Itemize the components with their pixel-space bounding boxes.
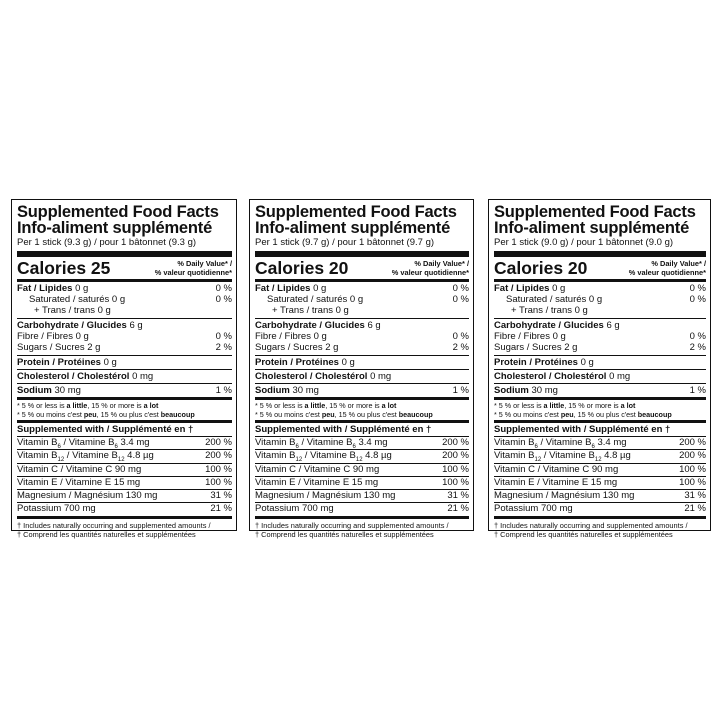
- sodium-amount: 30 mg: [292, 385, 319, 396]
- fibre-dv: 0 %: [689, 331, 706, 342]
- trans-label: + Trans / trans 0 g: [511, 305, 588, 316]
- sugars-row: [255, 342, 469, 353]
- cholesterol-label: Cholesterol / Cholestérol: [494, 371, 607, 382]
- vitamin-row: Vitamin E / Vitamine E 15 mg 100 %: [255, 477, 469, 490]
- sodium-row: [17, 383, 232, 400]
- sodium-dv: 1 %: [452, 385, 469, 396]
- saturated-row: [17, 294, 232, 305]
- dv-header-fr: % valeur quotidienne*: [154, 268, 232, 277]
- sugars-row: [494, 342, 706, 353]
- sodium-row: [255, 383, 469, 400]
- vitamin-row: Vitamin C / Vitamine C 90 mg 100 %: [494, 464, 706, 477]
- sugars-dv: 2 %: [689, 342, 706, 353]
- vitamin-row: Vitamin $B_{12}$ / Vitamine $B_{12}$ 4.8 µg 200 %: [494, 450, 706, 464]
- vitamin-row: Vitamin $B_6$ / Vitamine $B_6$ 3.4 mg 200 %: [494, 437, 706, 450]
- vitamin-row: Vitamin C / Vitamine C 90 mg 100 %: [255, 464, 469, 477]
- dagger-footnote-fr: † Comprend les quantités naturelles et supplémentées: [17, 529, 196, 539]
- cholesterol-row: [255, 369, 469, 383]
- vitamin-row: Vitamin $B_6$ / Vitamine $B_6$ 3.4 mg 200 %: [255, 437, 469, 450]
- calories-row: [17, 257, 232, 282]
- cholesterol-amount: 0 mg: [370, 371, 392, 382]
- saturated-dv: 0 %: [452, 294, 469, 305]
- fat-dv: 0 %: [452, 283, 469, 294]
- fibre-dv: 0 %: [452, 331, 469, 342]
- sodium-dv: 1 %: [689, 385, 706, 396]
- sugars-dv: 2 %: [215, 342, 232, 353]
- carb-group: [494, 318, 706, 355]
- protein-row: [494, 355, 706, 369]
- saturated-label: Saturated / saturés 0 g: [506, 294, 603, 305]
- daily-value-header: [392, 259, 469, 277]
- dagger-footnote: [255, 519, 469, 539]
- fat-row: [17, 283, 232, 294]
- vitamin-row: Vitamin $B_{12}$ / Vitamine $B_{12}$ 4.8 µg 200 %: [255, 450, 469, 464]
- dagger-footnote-en: † Includes naturally occurring and supplemented amounts /: [255, 520, 449, 530]
- mineral-row: Magnesium / Magnésium 130 mg 31 %: [255, 490, 469, 503]
- fibre-row: [494, 331, 706, 342]
- saturated-row: [494, 294, 706, 305]
- trans-row: [255, 305, 469, 316]
- trans-row: [494, 305, 706, 316]
- carb-group: [17, 318, 232, 355]
- vitamin-row: Vitamin $B_6$ / Vitamine $B_6$ 3.4 mg 200 %: [17, 437, 232, 450]
- dv-footnote: [494, 400, 706, 423]
- sugars-dv: 2 %: [452, 342, 469, 353]
- sodium-label: Sodium: [255, 385, 290, 396]
- fibre-label: Fibre / Fibres 0 g: [494, 331, 566, 342]
- protein-amount: 0 g: [580, 357, 594, 368]
- dagger-footnote-en: † Includes naturally occurring and supplemented amounts /: [17, 520, 211, 530]
- fibre-label: Fibre / Fibres 0 g: [255, 331, 327, 342]
- fibre-row: [17, 331, 232, 342]
- fat-amount: 0 g: [552, 283, 566, 294]
- mineral-row: Potassium 700 mg 21 %: [255, 503, 469, 518]
- dagger-footnote: [17, 519, 232, 539]
- cholesterol-label: Cholesterol / Cholestérol: [17, 371, 130, 382]
- saturated-dv: 0 %: [689, 294, 706, 305]
- title-en: Supplemented Food Facts: [494, 203, 696, 221]
- fibre-label: Fibre / Fibres 0 g: [17, 331, 89, 342]
- dagger-footnote-fr: † Comprend les quantités naturelles et supplémentées: [255, 529, 434, 539]
- calories-row: [494, 257, 706, 282]
- saturated-label: Saturated / saturés 0 g: [267, 294, 364, 305]
- trans-label: + Trans / trans 0 g: [272, 305, 349, 316]
- protein-amount: 0 g: [341, 357, 355, 368]
- supplemented-header: Supplemented with / Supplémenté en †: [494, 423, 706, 437]
- carb-row: [255, 320, 469, 331]
- dv-header-en: % Daily Value* /: [651, 259, 706, 268]
- carb-amount: 6 g: [606, 320, 620, 331]
- dv-footnote: [255, 400, 469, 423]
- dv-header-en: % Daily Value* /: [177, 259, 232, 268]
- sugars-label: Sugars / Sucres 2 g: [494, 342, 578, 353]
- cholesterol-amount: 0 mg: [132, 371, 154, 382]
- sodium-amount: 30 mg: [54, 385, 81, 396]
- saturated-label: Saturated / saturés 0 g: [29, 294, 126, 305]
- dv-header-fr: % valeur quotidienne*: [628, 268, 706, 277]
- dv-footnote-fr: * 5 % ou moins c'est peu, 15 % ou plus c'est beaucoup: [494, 410, 672, 419]
- carb-row: [17, 320, 232, 331]
- sugars-row: [17, 342, 232, 353]
- dv-footnote-fr: * 5 % ou moins c'est peu, 15 % ou plus c'est beaucoup: [255, 410, 433, 419]
- carb-row: [494, 320, 706, 331]
- fibre-row: [255, 331, 469, 342]
- vitamin-row: Vitamin E / Vitamine E 15 mg 100 %: [17, 477, 232, 490]
- sodium-label: Sodium: [494, 385, 529, 396]
- protein-label: Protein / Protéines: [494, 357, 578, 368]
- dagger-footnote-fr: † Comprend les quantités naturelles et supplémentées: [494, 529, 673, 539]
- title-fr: Info-aliment supplémenté: [255, 219, 451, 237]
- carb-amount: 6 g: [129, 320, 143, 331]
- dv-footnote: [17, 400, 232, 423]
- dv-footnote-fr: * 5 % ou moins c'est peu, 15 % ou plus c'est beaucoup: [17, 410, 195, 419]
- fat-label: Fat / Lipides: [255, 283, 311, 294]
- carb-label: Carbohydrate / Glucides: [494, 320, 604, 331]
- cholesterol-row: [494, 369, 706, 383]
- trans-row: [17, 305, 232, 316]
- supplemented-header: Supplemented with / Supplémenté en †: [17, 423, 232, 437]
- saturated-dv: 0 %: [215, 294, 232, 305]
- serving-size: Per 1 stick (9.7 g) / pour 1 bâtonnet (9.7 g): [255, 237, 469, 257]
- sodium-label: Sodium: [17, 385, 52, 396]
- mineral-row: Potassium 700 mg 21 %: [17, 503, 232, 518]
- serving-size: Per 1 stick (9.3 g) / pour 1 bâtonnet (9.3 g): [17, 237, 232, 257]
- fat-label: Fat / Lipides: [17, 283, 73, 294]
- sodium-row: [494, 383, 706, 400]
- vitamin-row: Vitamin $B_{12}$ / Vitamine $B_{12}$ 4.8 µg 200 %: [17, 450, 232, 464]
- dagger-footnote: [494, 519, 706, 539]
- mineral-row: Magnesium / Magnésium 130 mg 31 %: [17, 490, 232, 503]
- carb-group: [255, 318, 469, 355]
- fat-row: [255, 283, 469, 294]
- calories: Calories 20: [255, 257, 349, 278]
- supplemented-header: Supplemented with / Supplémenté en †: [255, 423, 469, 437]
- dv-header-en: % Daily Value* /: [414, 259, 469, 268]
- protein-row: [255, 355, 469, 369]
- cholesterol-label: Cholesterol / Cholestérol: [255, 371, 368, 382]
- sodium-amount: 30 mg: [531, 385, 558, 396]
- saturated-row: [255, 294, 469, 305]
- mineral-row: Potassium 700 mg 21 %: [494, 503, 706, 518]
- daily-value-header: [629, 259, 706, 277]
- trans-label: + Trans / trans 0 g: [34, 305, 111, 316]
- title-en: Supplemented Food Facts: [255, 203, 457, 221]
- protein-amount: 0 g: [103, 357, 117, 368]
- fat-group: [255, 282, 469, 318]
- sodium-dv: 1 %: [215, 385, 232, 396]
- dagger-footnote-en: † Includes naturally occurring and supplemented amounts /: [494, 520, 688, 530]
- dv-footnote-en: * 5 % or less is a little, 15 % or more is a lot: [494, 401, 636, 410]
- calories: Calories 25: [17, 257, 111, 278]
- fat-dv: 0 %: [689, 283, 706, 294]
- protein-label: Protein / Protéines: [255, 357, 339, 368]
- sugars-label: Sugars / Sucres 2 g: [17, 342, 101, 353]
- fibre-dv: 0 %: [215, 331, 232, 342]
- fat-group: [17, 282, 232, 318]
- nutrition-panel: [249, 199, 474, 539]
- carb-label: Carbohydrate / Glucides: [17, 320, 127, 331]
- calories: Calories 20: [494, 257, 588, 278]
- cholesterol-amount: 0 mg: [609, 371, 631, 382]
- serving-size: Per 1 stick (9.0 g) / pour 1 bâtonnet (9.0 g): [494, 237, 706, 257]
- nutrition-panel: [11, 199, 237, 539]
- fat-dv: 0 %: [215, 283, 232, 294]
- mineral-row: Magnesium / Magnésium 130 mg 31 %: [494, 490, 706, 503]
- title-fr: Info-aliment supplémenté: [494, 219, 690, 237]
- title-fr: Info-aliment supplémenté: [17, 219, 213, 237]
- cholesterol-row: [17, 369, 232, 383]
- daily-value-header: [155, 259, 232, 277]
- fat-row: [494, 283, 706, 294]
- fat-amount: 0 g: [75, 283, 89, 294]
- dv-footnote-en: * 5 % or less is a little, 15 % or more is a lot: [255, 401, 397, 410]
- nutrition-panel: [488, 199, 711, 539]
- dv-footnote-en: * 5 % or less is a little, 15 % or more is a lot: [17, 401, 159, 410]
- vitamin-row: Vitamin E / Vitamine E 15 mg 100 %: [494, 477, 706, 490]
- carb-label: Carbohydrate / Glucides: [255, 320, 365, 331]
- carb-amount: 6 g: [367, 320, 381, 331]
- title-en: Supplemented Food Facts: [17, 203, 219, 221]
- protein-label: Protein / Protéines: [17, 357, 101, 368]
- fat-label: Fat / Lipides: [494, 283, 550, 294]
- fat-amount: 0 g: [313, 283, 327, 294]
- calories-row: [255, 257, 469, 282]
- sugars-label: Sugars / Sucres 2 g: [255, 342, 339, 353]
- dv-header-fr: % valeur quotidienne*: [391, 268, 469, 277]
- fat-group: [494, 282, 706, 318]
- protein-row: [17, 355, 232, 369]
- vitamin-row: Vitamin C / Vitamine C 90 mg 100 %: [17, 464, 232, 477]
